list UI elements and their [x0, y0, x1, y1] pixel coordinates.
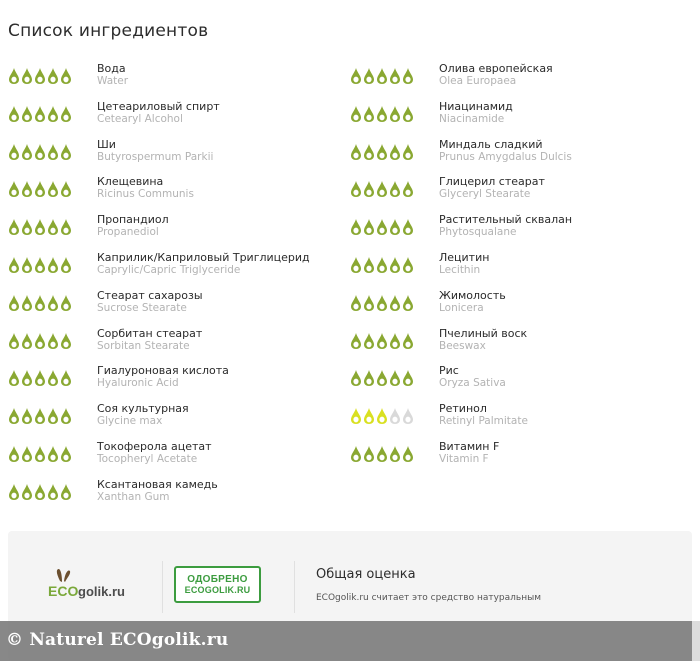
- ingredient-latin-name: Tocopheryl Acetate: [97, 452, 198, 465]
- ingredient-latin-name: Niacinamide: [439, 112, 505, 125]
- ingredient-latin-name: Lecithin: [439, 263, 481, 276]
- drop-icon: [8, 294, 20, 312]
- drop-icon: [389, 369, 401, 387]
- ingredient-name[interactable]: Каприлик/Каприловый Триглицерид: [97, 250, 310, 264]
- ingredient-name[interactable]: Рис: [439, 364, 459, 378]
- drop-icon: [376, 256, 388, 274]
- ingredient-item[interactable]: [350, 288, 690, 326]
- drop-icon: [47, 180, 59, 198]
- logo-eco-text: ECO: [48, 583, 79, 599]
- drop-icon: [376, 332, 388, 350]
- ingredient-latin-name: Beeswax: [439, 339, 486, 352]
- ingredient-name[interactable]: Миндаль сладкий: [439, 137, 543, 151]
- drop-icon: [376, 105, 388, 123]
- safety-rating: [350, 105, 412, 123]
- drop-icon: [402, 445, 414, 463]
- drop-icon: [21, 445, 33, 463]
- ingredient-latin-name: Sorbitan Stearate: [97, 339, 190, 352]
- safety-rating: [350, 445, 412, 463]
- stamp-line2: ECOGOLIK.RU: [184, 585, 251, 595]
- drop-icon: [363, 67, 375, 85]
- drop-icon: [8, 256, 20, 274]
- ingredient-latin-name: Hyaluronic Acid: [97, 377, 179, 390]
- drop-icon: [376, 143, 388, 161]
- drop-icon: [402, 143, 414, 161]
- drop-icon: [47, 256, 59, 274]
- ingredient-item[interactable]: [350, 99, 690, 137]
- drop-icon: [47, 407, 59, 425]
- drop-icon: [47, 369, 59, 387]
- drop-icon: [8, 445, 20, 463]
- drop-icon: [389, 332, 401, 350]
- drop-icon: [350, 256, 362, 274]
- drop-icon: [34, 483, 46, 501]
- drop-icon: [21, 105, 33, 123]
- panel-divider: [162, 561, 163, 613]
- stamp-line1: ОДОБРЕНО: [187, 574, 248, 585]
- drop-icon: [363, 218, 375, 236]
- ingredient-item[interactable]: [8, 212, 348, 250]
- ingredient-name[interactable]: Стеарат сахарозы: [97, 288, 203, 302]
- drop-icon: [60, 180, 72, 198]
- drop-icon: [350, 369, 362, 387]
- ingredient-name[interactable]: Олива европейская: [439, 62, 553, 75]
- ingredient-item[interactable]: [350, 439, 690, 477]
- drop-icon: [21, 294, 33, 312]
- drop-icon: [47, 332, 59, 350]
- drop-icon: [21, 180, 33, 198]
- drop-icon: [21, 369, 33, 387]
- drop-icon: [34, 369, 46, 387]
- drop-icon: [389, 445, 401, 463]
- drop-icon: [60, 67, 72, 85]
- ingredient-latin-name: Vitamin F: [439, 452, 489, 465]
- safety-rating: [8, 256, 70, 274]
- ingredient-item[interactable]: [8, 61, 348, 99]
- drop-icon: [389, 256, 401, 274]
- ingredient-latin-name: Prunus Amygdalus Dulcis: [439, 150, 572, 163]
- drop-icon: [350, 294, 362, 312]
- safety-rating: [8, 332, 70, 350]
- drop-icon: [402, 105, 414, 123]
- ingredient-name[interactable]: Ретинол: [439, 402, 487, 416]
- drop-icon: [350, 445, 362, 463]
- drop-icon: [8, 143, 20, 161]
- ingredient-item[interactable]: [350, 401, 690, 439]
- drop-icon: [21, 218, 33, 236]
- drop-icon: [21, 256, 33, 274]
- ingredient-latin-name: Olea Europaea: [439, 75, 517, 87]
- drop-icon: [34, 105, 46, 123]
- ingredient-item[interactable]: [350, 174, 690, 212]
- watermark-text: © Naturel ECOgolik.ru: [6, 630, 229, 650]
- drop-icon: [47, 483, 59, 501]
- ingredient-latin-name: Retinyl Palmitate: [439, 415, 528, 428]
- drop-icon: [21, 332, 33, 350]
- drop-icon: [376, 218, 388, 236]
- drop-icon: [60, 105, 72, 123]
- ingredient-name[interactable]: Пропандиол: [97, 213, 169, 227]
- ingredient-item[interactable]: [350, 363, 690, 401]
- drop-icon: [47, 294, 59, 312]
- safety-rating: [8, 483, 70, 501]
- drop-icon: [376, 407, 388, 425]
- ingredients-left-column: [8, 61, 348, 515]
- drop-icon: [47, 218, 59, 236]
- safety-rating: [350, 332, 412, 350]
- overall-rating-title: Общая оценка: [316, 567, 416, 582]
- drop-icon: [60, 332, 72, 350]
- drop-icon: [8, 180, 20, 198]
- ingredient-name[interactable]: Клещевина: [97, 175, 164, 189]
- drop-icon: [60, 445, 72, 463]
- drop-icon: [34, 67, 46, 85]
- drop-icon: [8, 483, 20, 501]
- ingredient-item[interactable]: [8, 137, 348, 175]
- drop-icon: [350, 105, 362, 123]
- drop-icon: [389, 218, 401, 236]
- ingredient-name[interactable]: Сорбитан стеарат: [97, 326, 203, 340]
- ingredient-item[interactable]: [350, 212, 690, 250]
- ingredient-name[interactable]: Ши: [97, 137, 116, 151]
- ingredient-item[interactable]: [8, 99, 348, 137]
- panel-divider: [294, 561, 295, 613]
- drop-icon: [34, 407, 46, 425]
- drop-icon: [8, 105, 20, 123]
- ingredient-item[interactable]: [8, 439, 348, 477]
- drop-icon: [389, 294, 401, 312]
- drop-icon: [389, 105, 401, 123]
- ingredient-name[interactable]: Соя культурная: [97, 402, 189, 416]
- safety-rating: [350, 407, 412, 425]
- ingredient-name[interactable]: Жимолость: [439, 288, 506, 302]
- drop-icon: [8, 332, 20, 350]
- drop-icon: [8, 407, 20, 425]
- safety-rating: [350, 143, 412, 161]
- ingredient-name[interactable]: Цетеариловый спирт: [97, 99, 220, 113]
- drop-icon: [350, 180, 362, 198]
- drop-icon: [402, 218, 414, 236]
- ingredient-latin-name: Phytosqualane: [439, 226, 517, 239]
- safety-rating: [350, 256, 412, 274]
- drop-icon: [60, 294, 72, 312]
- drop-icon: [350, 67, 362, 85]
- logo-rest-text: golik.ru: [78, 584, 125, 599]
- drop-icon: [402, 67, 414, 85]
- ingredient-name[interactable]: Лецитин: [439, 250, 490, 264]
- drop-icon: [363, 445, 375, 463]
- approved-stamp: [174, 566, 261, 603]
- drop-icon: [376, 180, 388, 198]
- drop-icon: [34, 294, 46, 312]
- drop-icon: [350, 218, 362, 236]
- overall-rating-text: ECOgolik.ru считает это средство натуральным: [316, 593, 541, 603]
- ingredient-name[interactable]: Витамин F: [439, 439, 500, 453]
- ingredient-item[interactable]: [8, 326, 348, 364]
- drop-icon: [363, 143, 375, 161]
- safety-rating: [350, 369, 412, 387]
- drop-icon: [350, 332, 362, 350]
- ingredient-latin-name: Butyrospermum Parkii: [97, 150, 214, 163]
- ingredients-right-column: [350, 61, 690, 477]
- drop-icon: [60, 369, 72, 387]
- ingredient-item[interactable]: [350, 326, 690, 364]
- safety-rating: [8, 407, 70, 425]
- drop-icon: [21, 407, 33, 425]
- drop-icon: [363, 180, 375, 198]
- ingredient-item[interactable]: [8, 288, 348, 326]
- safety-rating: [8, 294, 70, 312]
- safety-rating: [8, 105, 70, 123]
- drop-icon: [402, 256, 414, 274]
- ingredient-name[interactable]: Ксантановая камедь: [97, 477, 218, 491]
- ingredient-name[interactable]: Ниацинамид: [439, 99, 513, 113]
- safety-rating: [350, 218, 412, 236]
- ingredient-name[interactable]: Растительный сквалан: [439, 213, 573, 227]
- drop-icon: [402, 369, 414, 387]
- drop-icon: [363, 105, 375, 123]
- ecogolik-logo[interactable]: [46, 567, 146, 607]
- drop-icon: [363, 407, 375, 425]
- drop-icon: [60, 256, 72, 274]
- ingredient-latin-name: Xanthan Gum: [97, 490, 170, 503]
- ingredient-latin-name: Caprylic/Capric Triglyceride: [97, 263, 241, 276]
- drop-icon: [389, 67, 401, 85]
- drop-icon: [350, 143, 362, 161]
- ingredient-latin-name: Sucrose Stearate: [97, 301, 187, 314]
- scroll-edge: [692, 621, 700, 661]
- safety-rating: [350, 180, 412, 198]
- drop-icon: [60, 407, 72, 425]
- drop-icon: [60, 483, 72, 501]
- safety-rating: [8, 369, 70, 387]
- drop-icon: [34, 256, 46, 274]
- drop-icon: [376, 445, 388, 463]
- drop-icon: [389, 180, 401, 198]
- ingredient-name[interactable]: Токоферола ацетат: [97, 439, 212, 453]
- ingredient-item[interactable]: [350, 61, 690, 99]
- ingredient-item[interactable]: [8, 363, 348, 401]
- drop-icon: [376, 369, 388, 387]
- ingredient-name[interactable]: Вода: [97, 62, 126, 75]
- drop-icon: [8, 369, 20, 387]
- ingredient-item[interactable]: [8, 401, 348, 439]
- safety-rating: [8, 180, 70, 198]
- safety-rating: [8, 445, 70, 463]
- ingredient-latin-name: Lonicera: [439, 301, 484, 314]
- drop-icon: [34, 143, 46, 161]
- safety-rating: [8, 67, 70, 85]
- drop-icon: [21, 483, 33, 501]
- drop-icon: [21, 67, 33, 85]
- ingredient-latin-name: Oryza Sativa: [439, 377, 506, 390]
- drop-icon: [8, 218, 20, 236]
- ingredient-item[interactable]: [350, 137, 690, 175]
- drop-icon: [376, 294, 388, 312]
- ingredient-latin-name: Glyceryl Stearate: [439, 188, 531, 201]
- drop-icon: [402, 180, 414, 198]
- ingredient-name[interactable]: Глицерил стеарат: [439, 175, 545, 189]
- drop-icon: [47, 143, 59, 161]
- drop-icon: [21, 143, 33, 161]
- drop-icon: [363, 332, 375, 350]
- drop-icon: [402, 332, 414, 350]
- drop-icon: [363, 369, 375, 387]
- drop-icon: [60, 218, 72, 236]
- drop-icon: [376, 67, 388, 85]
- drop-icon: [350, 407, 362, 425]
- ingredient-latin-name: Glycine max: [97, 415, 163, 428]
- ingredient-item[interactable]: [8, 477, 348, 515]
- safety-rating: [350, 294, 412, 312]
- drop-icon: [34, 445, 46, 463]
- ingredient-latin-name: Ricinus Communis: [97, 188, 194, 201]
- drop-icon: [34, 180, 46, 198]
- drop-icon: [34, 218, 46, 236]
- drop-icon: [47, 105, 59, 123]
- ingredient-name[interactable]: Пчелиный воск: [439, 326, 528, 340]
- ingredient-item[interactable]: [8, 174, 348, 212]
- ingredient-item[interactable]: [8, 250, 348, 288]
- drop-icon: [8, 67, 20, 85]
- safety-rating: [8, 218, 70, 236]
- watermark-bar: [0, 621, 700, 661]
- ingredient-latin-name: Propanediol: [97, 226, 159, 239]
- ingredient-latin-name: Cetearyl Alcohol: [97, 112, 183, 125]
- drop-icon: [389, 407, 401, 425]
- drop-icon: [34, 332, 46, 350]
- drop-icon: [389, 143, 401, 161]
- ingredient-name[interactable]: Гиалуроновая кислота: [97, 364, 229, 378]
- drop-icon: [47, 445, 59, 463]
- safety-rating: [350, 67, 412, 85]
- drop-icon: [363, 294, 375, 312]
- drop-icon: [363, 256, 375, 274]
- drop-icon: [402, 407, 414, 425]
- drop-icon: [47, 67, 59, 85]
- safety-rating: [8, 143, 70, 161]
- drop-icon: [60, 143, 72, 161]
- ingredient-item[interactable]: [350, 250, 690, 288]
- page-title: Список ингредиентов: [8, 21, 209, 41]
- ingredient-latin-name: Water: [97, 75, 129, 87]
- drop-icon: [402, 294, 414, 312]
